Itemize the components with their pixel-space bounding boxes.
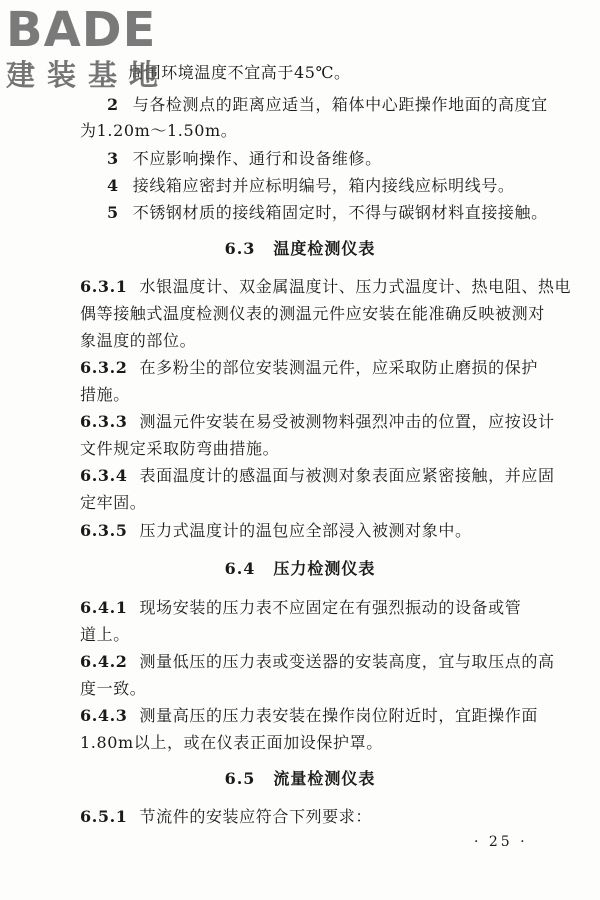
clause-6-3-4-line-2 bbox=[80, 492, 550, 514]
section-title: 压力检测仪表 bbox=[273, 559, 376, 578]
clause-number: 6.4.2 bbox=[80, 652, 128, 671]
list-item-number: 5 bbox=[107, 203, 119, 222]
clause-6-4-3 bbox=[80, 705, 550, 727]
section-title: 流量检测仪表 bbox=[273, 769, 376, 788]
list-item-text: 与各检测点的距离应适当，箱体中心距操作地面的高度宜 bbox=[132, 95, 548, 114]
list-item-2 bbox=[107, 94, 577, 116]
clause-6-4-1 bbox=[80, 597, 550, 619]
clause-text: 现场安装的压力表不应固定在有强烈振动的设备或管 bbox=[139, 598, 522, 617]
clause-6-4-1-line-2 bbox=[80, 624, 550, 646]
list-item-number: 4 bbox=[107, 176, 119, 195]
clause-text: 节流件的安装应符合下列要求： bbox=[139, 807, 372, 826]
bade-logo bbox=[6, 4, 176, 96]
clause-6-3-1-line-2 bbox=[80, 303, 550, 325]
section-heading-6-3 bbox=[0, 238, 600, 260]
clause-6-4-3-line-2 bbox=[80, 732, 550, 754]
clause-text: 在多粉尘的部位安装测温元件，应采取防止磨损的保护 bbox=[139, 358, 538, 377]
section-heading-6-4 bbox=[0, 558, 600, 580]
section-number: 6.5 bbox=[224, 769, 256, 788]
section-heading-6-5 bbox=[0, 768, 600, 790]
clause-6-4-2-line-2 bbox=[80, 678, 550, 700]
list-item-text: 不锈钢材质的接线箱固定时，不得与碳钢材料直接接触。 bbox=[132, 203, 548, 222]
list-item-3 bbox=[107, 148, 577, 170]
clause-text: 象温度的部位。 bbox=[80, 331, 197, 350]
clause-text: 措施。 bbox=[80, 385, 130, 404]
clause-text: 水银温度计、双金属温度计、压力式温度计、热电阻、热电 bbox=[139, 277, 572, 296]
clause-text: 道上。 bbox=[80, 625, 130, 644]
clause-6-3-1 bbox=[80, 276, 572, 298]
logo-latin-text: BADE bbox=[6, 2, 157, 58]
clause-text: 测温元件安装在易受被测物料强烈冲击的位置，应按设计 bbox=[139, 412, 555, 431]
clause-text: 度一致。 bbox=[80, 679, 147, 698]
list-item-text: 周围环境温度不宜高于45℃。 bbox=[128, 63, 351, 82]
list-item-text: 不应影响操作、通行和设备维修。 bbox=[132, 149, 382, 168]
logo-chinese-text: 建装基地 bbox=[6, 58, 171, 92]
clause-6-3-3-line-2 bbox=[80, 438, 550, 460]
clause-number: 6.3.4 bbox=[80, 466, 128, 485]
clause-text: 1.80m以上，或在仪表正面加设保护罩。 bbox=[80, 733, 383, 752]
clause-6-4-2 bbox=[80, 651, 555, 673]
clause-number: 6.5.1 bbox=[80, 807, 128, 826]
list-item-4 bbox=[107, 175, 577, 197]
list-item-text: 接线箱应密封并应标明编号，箱内接线应标明线号。 bbox=[132, 176, 515, 195]
clause-number: 6.3.2 bbox=[80, 358, 128, 377]
section-title: 温度检测仪表 bbox=[273, 239, 376, 258]
clause-6-3-3 bbox=[80, 411, 555, 433]
page-number: · 25 · bbox=[474, 834, 528, 850]
clause-text: 测量高压的压力表安装在操作岗位附近时，宜距操作面 bbox=[139, 706, 538, 725]
clause-number: 6.3.1 bbox=[80, 277, 128, 296]
clause-6-3-1-line-3 bbox=[80, 330, 550, 352]
clause-number: 6.4.3 bbox=[80, 706, 128, 725]
clause-text: 偶等接触式温度检测仪表的测温元件应安装在能准确反映被测对 bbox=[80, 304, 545, 323]
section-number: 6.3 bbox=[224, 239, 256, 258]
clause-text: 压力式温度计的温包应全部浸入被测对象中。 bbox=[139, 521, 472, 540]
clause-number: 6.4.1 bbox=[80, 598, 128, 617]
list-item-text: 为1.20m～1.50m。 bbox=[80, 121, 238, 140]
clause-text: 文件规定采取防弯曲措施。 bbox=[80, 439, 280, 458]
clause-6-3-5 bbox=[80, 520, 550, 542]
list-item-5 bbox=[107, 202, 577, 224]
clause-text: 测量低压的压力表或变送器的安装高度，宜与取压点的高 bbox=[139, 652, 555, 671]
list-item-number: 3 bbox=[107, 149, 119, 168]
section-number: 6.4 bbox=[224, 559, 256, 578]
list-item-number: 2 bbox=[107, 95, 119, 114]
clause-text: 表面温度计的感温面与被测对象表面应紧密接触，并应固 bbox=[139, 466, 555, 485]
clause-number: 6.3.3 bbox=[80, 412, 128, 431]
clause-6-5-1 bbox=[80, 806, 550, 828]
list-item-1 bbox=[128, 62, 598, 84]
clause-6-3-4 bbox=[80, 465, 555, 487]
clause-6-3-2 bbox=[80, 357, 550, 379]
clause-text: 定牢固。 bbox=[80, 493, 147, 512]
clause-6-3-2-line-2 bbox=[80, 384, 550, 406]
list-item-2-continued bbox=[80, 120, 550, 142]
clause-number: 6.3.5 bbox=[80, 521, 128, 540]
